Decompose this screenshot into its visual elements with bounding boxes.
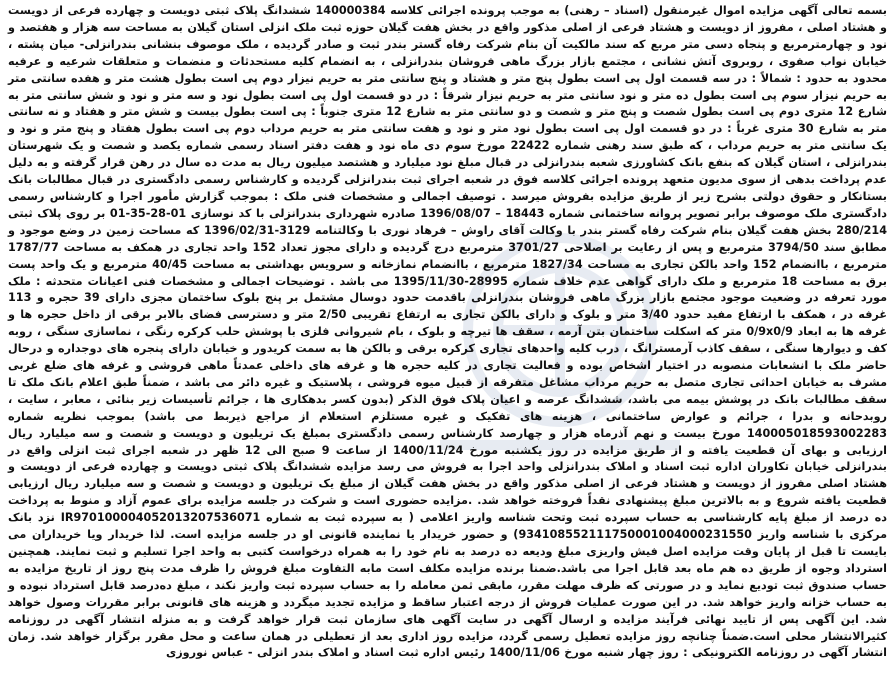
auction-notice-text: بسمه تعالی آگهی مزایده اموال غیرمنقول (اسناد – رهنی) به موجب پرونده اجرائی کلاسه 140000384 ششدانگ پلاک ثبتی دویست و چهارده فرعی از دویست و هشتاد اصلی ، مفروز از دویست و هشتاد فرعی از اصلی مذکور واقع در بخش هفت گیلان حوزه ثبت ملک انزلی استان گیلان به مساحت سه هزار و هفتصد و نود و چهارمترمربع و پنجاه دسی متر مربع که سند مالکیت آن بنام شرکت رفاه گستر بندر ثبت و صادر گردیده ، ملک موصوف بنشانی بندرانزلی- میان پشته ، خیابان نواب صفوی ، روبروی آتش نشانی ، مجتمع بازار بزرگ ماهی فروشان بندرانزلی ، به انضمام کلیه مستحدثات و منضمات و متعلقات شرعیه و عرفیه محدود به حدود : شمالاً : در سه قسمت اول پی است بطول پنج متر و هشتاد و پنج سانتی متر به حریم نیزار دوم پی است بطول هشت متر و هفده سانتی متر به حریم نیزار سوم پی است بطول ده متر و نود سانتی متر به حریم نیزار شرقاً : در دو قسمت اول پی است بطول نود و سه متر و نود و شش سانتی متر به شارع 12 متری دوم پی است بطول شصت و پنج متر و شصت و دو سانتی متر به شارع 12 متری جنوباً : پی است بطول بیست و شش متر و هفتاد و نه سانتی متر به شارع 30 متری غرباً : در دو قسمت اول پی است بطول نود متر و نود و هفت سانتی متر به حریم مرداب دوم پی است بطول هفتاد و پنج متر و نود و یک سانتی متر به حریم مرداب ، که طبق سند رهنی شماره 22422 مورخ سوم دی ماه نود و هفت دفتر اسناد رسمی شماره یکصد و شصت و یک شهرستان بندرانزلی ، استان گیلان که بنفع بانک کشاورزی شعبه بندرانزلی در قبال مبلغ نود میلیارد و هشتصد میلیون ریال به مدت ده سال در رهن قرار گرفته و به دلیل عدم پرداخت بدهی از سوی مدیون متعهد پرونده اجرائی کلاسه فوق در شعبه اجرای ثبت بندرانزلی گردیده و کارشناس رسمی دادگستری در قبال مطالبات بانک بستانکار و حقوق دولتی بشرح زیر از طریق مزایده بفروش میرسد . توصیف اجمالی و مشخصات فنی ملک : بموجب گزارش مأمور اجرا و کارشناس رسمی دادگستری ملک موصوف برابر تصویر پروانه ساختمانی شماره 18443 – 1396/08/07 صادره شهرداری بندرانزلی با کد نوسازی 01-28-35-01 بر روی پلاک ثبتی 280/214 بخش هفت گیلان بنام شرکت رفاه گستر بندر با وکالت آقای راوش – فرهاد نوری با وکالتنامه 3129-1396/02/31 که مساحت زمین در وضع موجود و مطابق سند 3794/50 مترمربع و پس از رعایت بر اصلاحی 3701/27 مترمربع درج گردیده و دارای مجوز تعداد 152 واحد تجاری در همکف به مساحت 1787/77 مترمربع ، باانضمام 152 واحد بالکن تجاری به مساحت 1827/34 مترمربع ، باانضمام نمازخانه و سرویس بهداشتی به مساحت 40/45 مترمربع و یک واحد پست برق به مساحت 18 مترمربع و ملک دارای گواهی عدم خلاف شماره 28995-1395/11/30 می باشد . توضیحات اجمالی و مشخصات فنی اعیانات متحدثه : ملک مورد تعرفه در وضعیت موجود مجتمع بازار بزرگ ماهی فروشان بندرانزلی باقدمت حدود دوسال مشتمل بر پنج بلوک ساختمان مجزی دارای 39 حجره و 113 غرفه در ، همکف با ارتفاع مفید حدود 3/40 متر و بلوک و دارای بالکن تجاری به ارتفاع تقریبی 2/50 متر و دسترسی فضای بالابر برقی از داخل حجره ها و غرفه ها به ابعاد 0/9x0/9 متر که اسکلت ساختمان بتن آرمه ، سقف ها تیرچه و بلوک ، بام شیروانی فلزی با پوشش حلب کرکره رنگی ، نماسازی سنگی ، روبه کف و دیوارها سنگی ، سقف کاذب آرمسترانگ ، درب کلیه واحدهای تجاری کرکره برقی و بالکن ها به سمت کریدور و خیابان دارای پنجره های دوجداره و درحال حاضر ملک با انشعابات منصوبه در اختیار اشخاص بوده و فعالیت تجاری در کلیه حجره ها و غرفه های داخلی عمدتاً ماهی فروشی و غرفه های ضلع غربی مشرف به خیابان احداثی تجاری متصل به حریم مرداب مشاغل متفرقه از قبیل میوه فروشی ، پلاستیک و غیره دائر می باشد ، ضمناً طبق اعلام بانک ملک تا سقف مطالبات بانک در پوشش بیمه می باشد، ششدانگ عرصه و اعیان پلاک فوق الذکر (بدون کسر بدهکاری ها ، جرائم تأسیسات زیر بنائی ، معابر ، سایت ، روبدحانه و بدرا ، جرائم و عوارض ساختمانی ، هزینه های تفکیک و غیره مستلزم استعلام از مراجع ذیربط می باشد) بموجب نظریه شماره 140005018593002283 مورخ بیست و نهم آذرماه هزار و چهارصد کارشناس رسمی دادگستری بمبلغ یک تریلیون و دویست و شصت و سه میلیارد ریال ارزیابی و بهای آن قطعیت یافته و از طریق مزایده در روز یکشنبه مورخ 1400/11/24 از ساعت 9 صبح الی 12 ظهر در شعبه اجرای ثبت انزلی واقع در بندرانزلی خیابان تکاوران اداره ثبت اسناد و املاک بندرانزلی واحد اجرا به فروش می رسد مزایده ششدانگ پلاک ثبتی دویست و چهارده فرعی از دویست و هشتاد اصلی مفروز از دویست و هشتاد فرعی از اصلی مذکور واقع در بخش هفت گیلان از مبلغ یک تریلیون و دویست و شصت و سه میلیارد ریال ارزیابی قطعیت یافته شروع و به بالاترین مبلغ پیشنهادی نقداً فروخته خواهد شد. .مزایده حضوری است و شرکت در جلسه مزایده برای عموم آزاد و منوط به پرداخت ده درصد از مبلغ پایه کارشناسی به حساب سپرده ثبت وتحت شناسه واریز اعلامی ( به سپرده ثبت به شماره IR970100004052013207536071 نزد بانک مرکزی با شناسه واریز 934108552111750001004000231550) و حضور خریدار یا نماینده قانونی او در جلسه مزایده است. لذا خریدار ویا خریداران می بایست تا قبل از پایان وقت مزایده اصل فیش واریزی مبلغ ودیعه ده درصد به نام خود را به همراه درخواست کتبی به واحد اجرا تسلیم و ثبت نمایند. همچنین استرداد وجوه از طریق ده هم ماه بعد قابل اجرا می باشد.ضمنا برنده مزایده مکلف است مابه التفاوت مبلغ فروش را ظرف مدت پنج روز از تاریخ مزایده به حساب صندوق ثبت تودیع نماید و در صورتی که ظرف مهلت مقرر، مابقی ثمن معامله را به حساب سپرده ثبت واریز نکند ، مبلغ ده‌درصد قابل استرداد نبوده و به حساب خزانه واریز خواهد شد. در این صورت عملیات فروش از درجه اعتبار ساقط و مزایده تجدید میگردد و هزینه های قانونی برابر مقررات وصول خواهد شد. این آگهی پس از تایید نهائی فرآیند مزایده و ارسال آگهی در سایت آگهی های سازمان ثبت قرار خواهد گرفت و به منزله انتشار آگهی در روزنامه کثیرالانتشار محلی است.ضمناً چنانچه روز مزایده تعطیل رسمی گردد، مزایده روز اداری بعد از تعطیلی در همان ساعت و محل مقرر برگزار خواهد شد. زمان انتشار آگهی در روزنامه الکترونیکی : روز چهار شنبه مورخ 1400/11/06 رئیس اداره ثبت اسناد و املاک بندر انزلی - عباس نوروزی: [8, 4, 888, 660]
